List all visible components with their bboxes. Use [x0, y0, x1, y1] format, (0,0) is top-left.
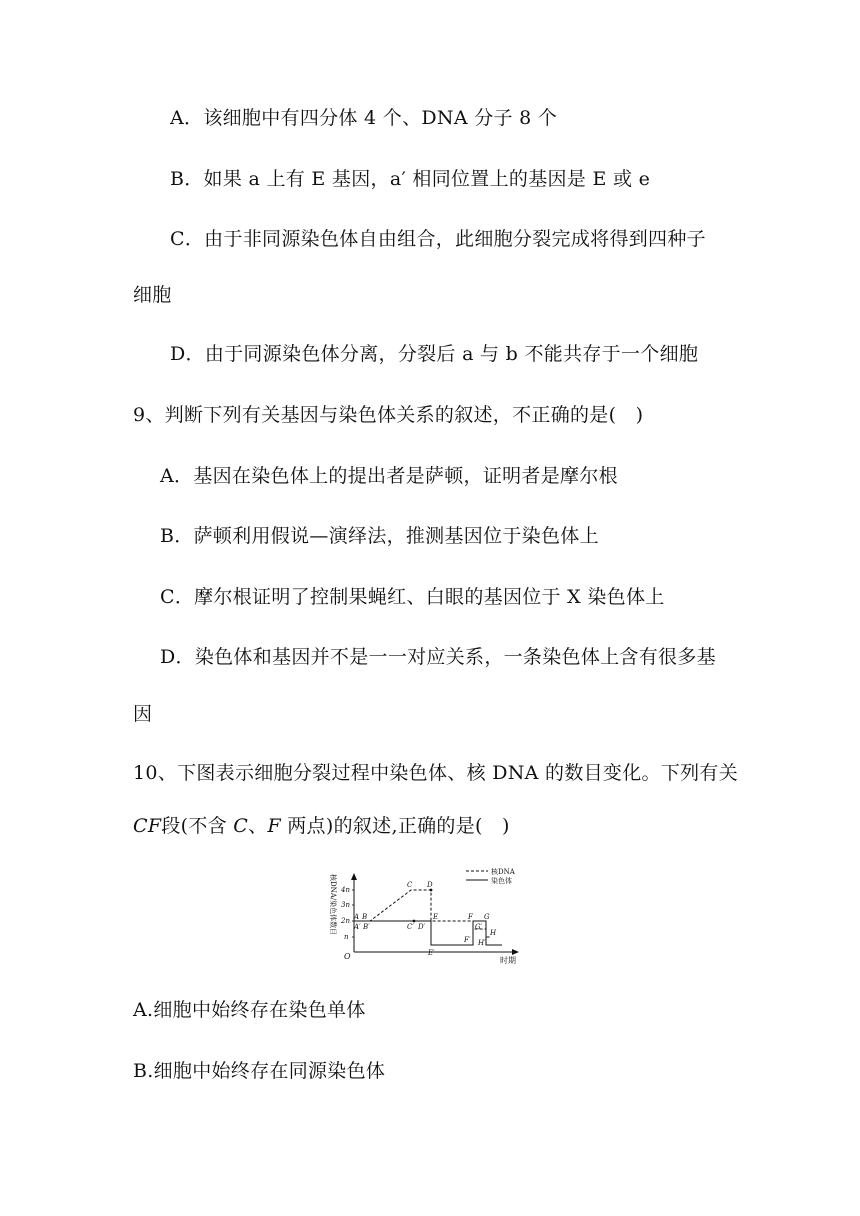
legend-dna-label: 核DNA: [491, 868, 515, 876]
point-dot-d: [430, 889, 433, 892]
point-label-h-prime: H′: [478, 939, 486, 947]
q8-option-d: D．由于同源染色体分离，分裂后 a 与 b 不能共存于一个细胞: [170, 343, 699, 365]
q10-option-b: B.细胞中始终存在同源染色体: [133, 1060, 386, 1082]
origin-label: O: [344, 952, 351, 961]
q9-option-d-line2: 因: [133, 703, 153, 725]
dna-chromosome-figure: [318, 866, 532, 970]
q10-stem-line2: [133, 814, 510, 838]
point-label-e-prime: E′: [428, 949, 435, 957]
q9-option-a: A．基因在染色体上的提出者是萨顿，证明者是摩尔根: [160, 465, 618, 487]
point-label-a: A: [354, 913, 360, 921]
q8-option-a: A．该细胞中有四分体 4 个、DNA 分子 8 个: [170, 107, 558, 129]
legend-chromosome-label: 染色体: [491, 877, 512, 885]
point-label-h: H: [490, 929, 497, 937]
q8-option-c-line1: C．由于非同源染色体自由组合，此细胞分裂完成将得到四种子: [170, 228, 706, 250]
point-dot-c-prime: [413, 920, 416, 923]
point-label-g: G: [484, 913, 490, 921]
q9-option-d-line1: D．染色体和基因并不是一一对应关系，一条染色体上含有很多基: [160, 646, 716, 668]
point-label-b-prime: B′: [363, 923, 370, 931]
x-axis-arrow: [512, 949, 519, 955]
point-label-c: C: [407, 881, 413, 889]
y-tick-4n: 4n: [341, 886, 350, 894]
q8-option-b: B．如果 a 上有 E 基因，a′ 相同位置上的基因是 E 或 e: [170, 168, 651, 190]
point-label-f-prime: F′: [464, 936, 471, 944]
point-label-d-prime: D′: [418, 923, 426, 931]
q10-stem-line1: 10、下图表示细胞分裂过程中染色体、核 DNA 的数目变化。下列有关: [133, 762, 739, 784]
q8-option-c-line2: 细胞: [133, 284, 172, 306]
x-axis-label: 时期: [500, 956, 516, 965]
y-axis-label: 核DNA/染色体数目: [329, 874, 337, 936]
point-c: C: [233, 815, 249, 837]
point-f: F: [267, 815, 281, 837]
point-label-c-prime: C′: [407, 923, 414, 931]
point-label-d: D: [427, 881, 433, 889]
point-label-f: F: [468, 913, 473, 921]
point-label-g-prime: G′: [475, 923, 483, 931]
point-label-e: E: [433, 913, 439, 921]
y-tick-n: n: [344, 933, 349, 941]
point-label-a-prime: A′: [354, 923, 361, 931]
q9-option-b: B．萨顿利用假说—演绎法，推测基因位于染色体上: [160, 525, 599, 547]
q9-option-c: C．摩尔根证明了控制果蝇红、白眼的基因位于 X 染色体上: [160, 586, 665, 608]
stem-text: 、: [248, 815, 268, 837]
stem-text: 段(不含: [161, 815, 234, 837]
point-label-b: B: [362, 913, 368, 921]
q9-stem: 9、判断下列有关基因与染色体关系的叙述，不正确的是( ): [133, 404, 644, 426]
y-tick-3n: 3n: [341, 901, 350, 909]
y-tick-2n: 2n: [341, 917, 350, 925]
q10-option-a: A.细胞中始终存在染色单体: [133, 999, 366, 1021]
stem-text: 两点)的叙述,正确的是( ): [280, 815, 510, 837]
segment-cf: CF: [133, 815, 162, 837]
y-axis-arrow: [351, 873, 357, 880]
